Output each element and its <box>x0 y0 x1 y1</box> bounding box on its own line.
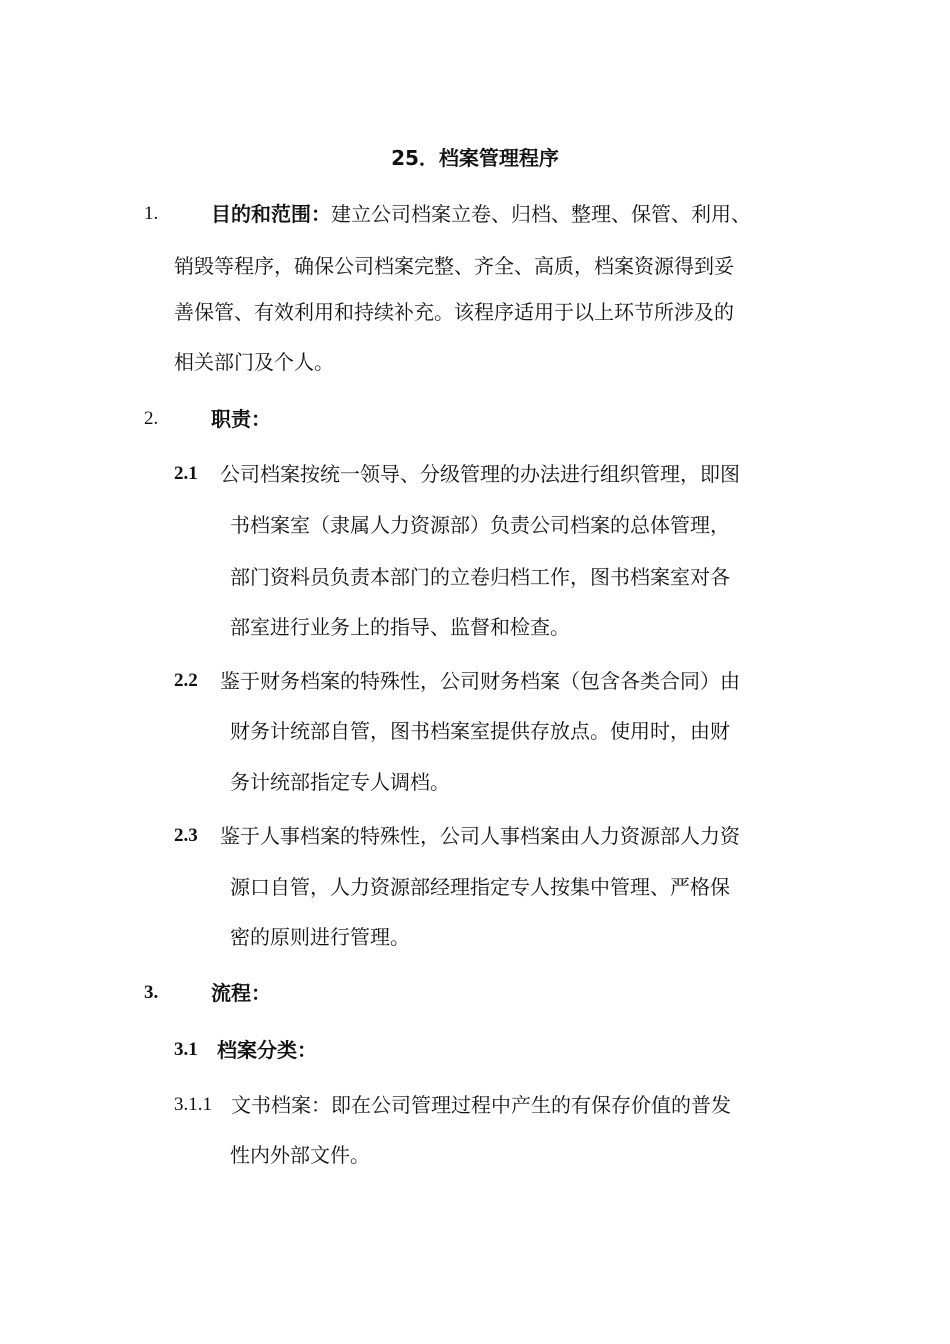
subsection-3-1-number: 3.1 <box>174 1039 198 1060</box>
item-2-1-number: 2.1 <box>174 463 198 484</box>
section-1-text-line: 建立公司档案立卷、归档、整理、保管、利用、 <box>331 202 751 226</box>
section-1-first-line <box>211 199 751 229</box>
section-3-heading: 流程： <box>211 981 271 1005</box>
item-2-2-text-line: 鉴于财务档案的特殊性，公司财务档案（包含各类合同）由 <box>220 669 740 693</box>
item-2-1-text-line: 部室进行业务上的指导、监督和检查。 <box>230 615 570 639</box>
item-2-3-number: 2.3 <box>174 825 198 846</box>
section-2-heading: 职责： <box>211 407 271 431</box>
section-3-number: 3. <box>144 982 159 1003</box>
section-1-text-line: 善保管、有效利用和持续补充。该程序适用于以上环节所涉及的 <box>174 300 734 324</box>
item-2-2-number: 2.2 <box>174 670 198 691</box>
item-3-1-1-text-line: 文书档案：即在公司管理过程中产生的有保存价值的普发 <box>231 1093 731 1117</box>
section-2-number: 2. <box>144 408 159 429</box>
item-2-1-text-line: 部门资料员负责本部门的立卷归档工作，图书档案室对各 <box>230 565 730 589</box>
subsection-3-1-heading: 档案分类： <box>217 1038 317 1062</box>
item-2-1-text-line: 公司档案按统一领导、分级管理的办法进行组织管理，即图 <box>220 462 740 486</box>
section-1-text-line: 相关部门及个人。 <box>174 350 334 374</box>
item-2-3-text-line: 源口自管，人力资源部经理指定专人按集中管理、严格保 <box>230 875 730 899</box>
item-3-1-1-number: 3.1.1 <box>174 1094 212 1115</box>
item-3-1-1-text-line: 性内外部文件。 <box>230 1143 370 1167</box>
item-2-3-text-line: 鉴于人事档案的特殊性，公司人事档案由人力资源部人力资 <box>220 824 740 848</box>
item-2-3-text-line: 密的原则进行管理。 <box>230 925 410 949</box>
section-1-number: 1. <box>144 203 159 224</box>
item-2-2-text-line: 务计统部指定专人调档。 <box>230 770 450 794</box>
section-1-text-line: 销毁等程序，确保公司档案完整、齐全、高质，档案资源得到妥 <box>174 254 734 278</box>
item-2-2-text-line: 财务计统部自管，图书档案室提供存放点。使用时，由财 <box>230 719 730 743</box>
item-2-1-text-line: 书档案室（隶属人力资源部）负责公司档案的总体管理， <box>230 513 730 537</box>
section-1-heading: 目的和范围： <box>211 202 331 226</box>
document-title: 25．档案管理程序 <box>391 146 559 170</box>
